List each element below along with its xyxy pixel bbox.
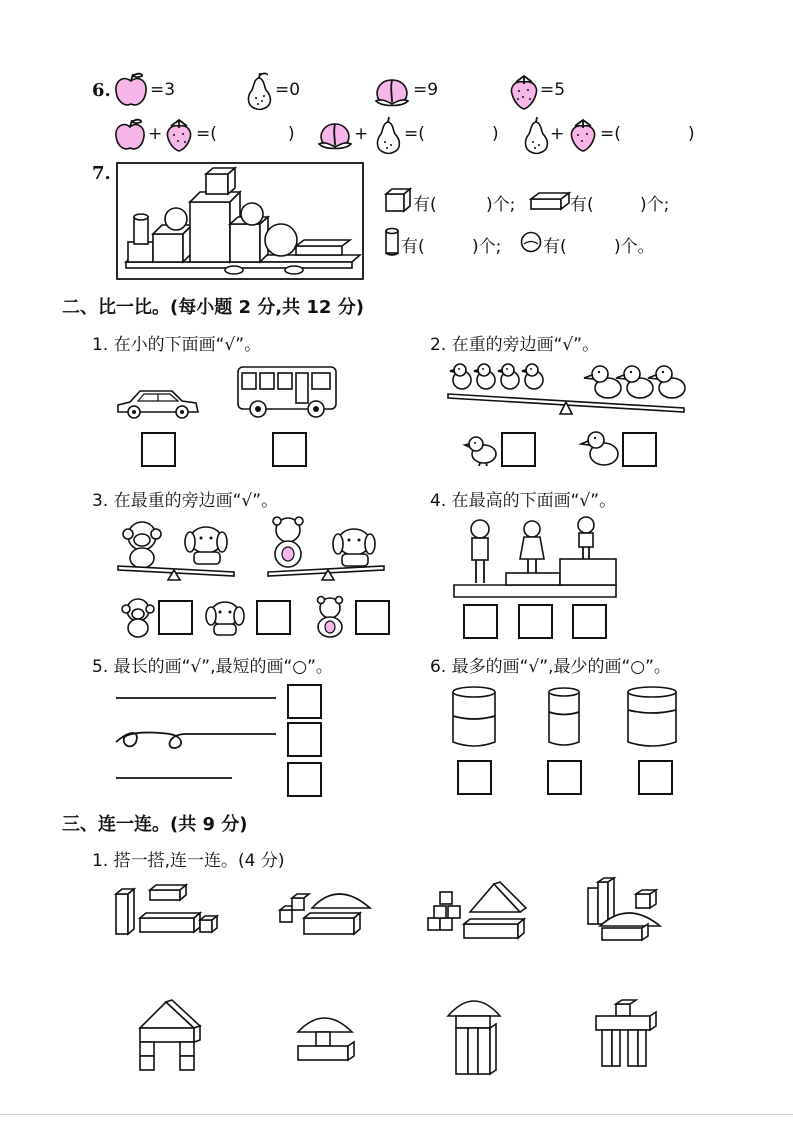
answer-box-dog[interactable] <box>256 600 291 635</box>
plus-sign: + <box>354 124 369 144</box>
chicks-ducks-seesaw <box>448 358 688 422</box>
answer-box-kid-3[interactable] <box>572 604 607 639</box>
question-7-number: 7. <box>92 163 111 184</box>
answer-box-cup-2[interactable] <box>547 760 582 795</box>
cuboid-count-open: 有( <box>570 195 594 215</box>
structure-2 <box>294 1006 356 1062</box>
pear-icon <box>522 116 550 154</box>
sphere-count-close: )个。 <box>614 237 655 257</box>
cuboid-icon <box>530 192 570 210</box>
strawberry-icon <box>164 116 194 152</box>
peach-icon <box>316 118 354 152</box>
block-set-2 <box>276 880 376 938</box>
dog-icon <box>204 598 246 636</box>
equals-open: =( <box>196 124 217 144</box>
apple-icon <box>114 118 146 152</box>
plus-sign: + <box>550 124 565 144</box>
answer-box-line-3[interactable] <box>287 762 322 797</box>
question-6-number: 6. <box>92 80 111 101</box>
question-2-2: 2. 在重的旁边画“√”。 <box>430 335 600 355</box>
equals-open: =( <box>404 124 425 144</box>
section-3-title: 三、连一连。(共 9 分) <box>62 814 248 835</box>
page-edge-line <box>0 1114 793 1115</box>
monkey-icon <box>118 596 158 638</box>
question-2-4: 4. 在最高的下面画“√”。 <box>430 491 617 511</box>
answer-box-duck[interactable] <box>622 432 657 467</box>
answer-box-cup-3[interactable] <box>638 760 673 795</box>
length-lines <box>110 690 280 790</box>
peach-value: =9 <box>413 80 439 100</box>
bus-picture <box>236 363 340 419</box>
close-paren: ) <box>688 124 695 144</box>
cylinder-count-open: 有( <box>401 237 425 257</box>
car-picture <box>114 385 200 419</box>
cube-count-close: )个; <box>486 195 516 215</box>
question-2-5: 5. 最长的画“√”,最短的画“○”。 <box>92 657 333 677</box>
answer-box-line-2[interactable] <box>287 722 322 757</box>
water-cups <box>450 686 680 752</box>
block-set-1 <box>112 880 222 938</box>
answer-box-bear[interactable] <box>355 600 390 635</box>
answer-box-chick[interactable] <box>501 432 536 467</box>
block-picture <box>116 162 364 280</box>
apple-icon <box>114 72 148 108</box>
question-3-1: 1. 搭一搭,连一连。(4 分) <box>92 851 285 871</box>
pear-icon <box>374 116 402 154</box>
structure-1 <box>136 998 202 1076</box>
duck-icon <box>580 428 620 468</box>
sphere-count-open: 有( <box>543 237 567 257</box>
close-paren: ) <box>288 124 295 144</box>
pear-value: =0 <box>275 80 301 100</box>
plus-sign: + <box>148 124 163 144</box>
section-2-title: 二、比一比。(每小题 2 分,共 12 分) <box>62 297 364 318</box>
bear-icon <box>312 596 348 638</box>
monkey-dog-seesaw <box>116 516 236 582</box>
strawberry-value: =5 <box>540 80 566 100</box>
question-2-6: 6. 最多的画“√”,最少的画“○”。 <box>430 657 671 677</box>
kids-on-steps <box>450 515 620 601</box>
cuboid-count-close: )个; <box>640 195 670 215</box>
question-2-3: 3. 在最重的旁边画“√”。 <box>92 491 279 511</box>
answer-box-bus[interactable] <box>272 432 307 467</box>
equals-open: =( <box>600 124 621 144</box>
answer-box-car[interactable] <box>141 432 176 467</box>
chick-icon <box>464 432 500 466</box>
strawberry-icon <box>508 72 540 110</box>
bear-dog-seesaw <box>266 516 386 582</box>
answer-box-monkey[interactable] <box>158 600 193 635</box>
cylinder-icon <box>385 228 401 256</box>
structure-4 <box>592 1000 660 1070</box>
close-paren: ) <box>492 124 499 144</box>
cylinder-count-close: )个; <box>472 237 502 257</box>
peach-icon <box>372 74 412 108</box>
structure-3 <box>446 990 502 1078</box>
question-2-1: 1. 在小的下面画“√”。 <box>92 335 262 355</box>
strawberry-icon <box>568 116 598 152</box>
apple-value: =3 <box>150 80 176 100</box>
answer-box-kid-1[interactable] <box>463 604 498 639</box>
block-set-3 <box>424 878 534 940</box>
answer-box-kid-2[interactable] <box>518 604 553 639</box>
answer-box-line-1[interactable] <box>287 684 322 719</box>
block-set-4 <box>584 876 664 942</box>
answer-box-cup-1[interactable] <box>457 760 492 795</box>
pear-icon <box>244 72 274 110</box>
sphere-icon <box>520 231 542 253</box>
cube-icon <box>385 188 411 212</box>
cube-count-open: 有( <box>413 195 437 215</box>
